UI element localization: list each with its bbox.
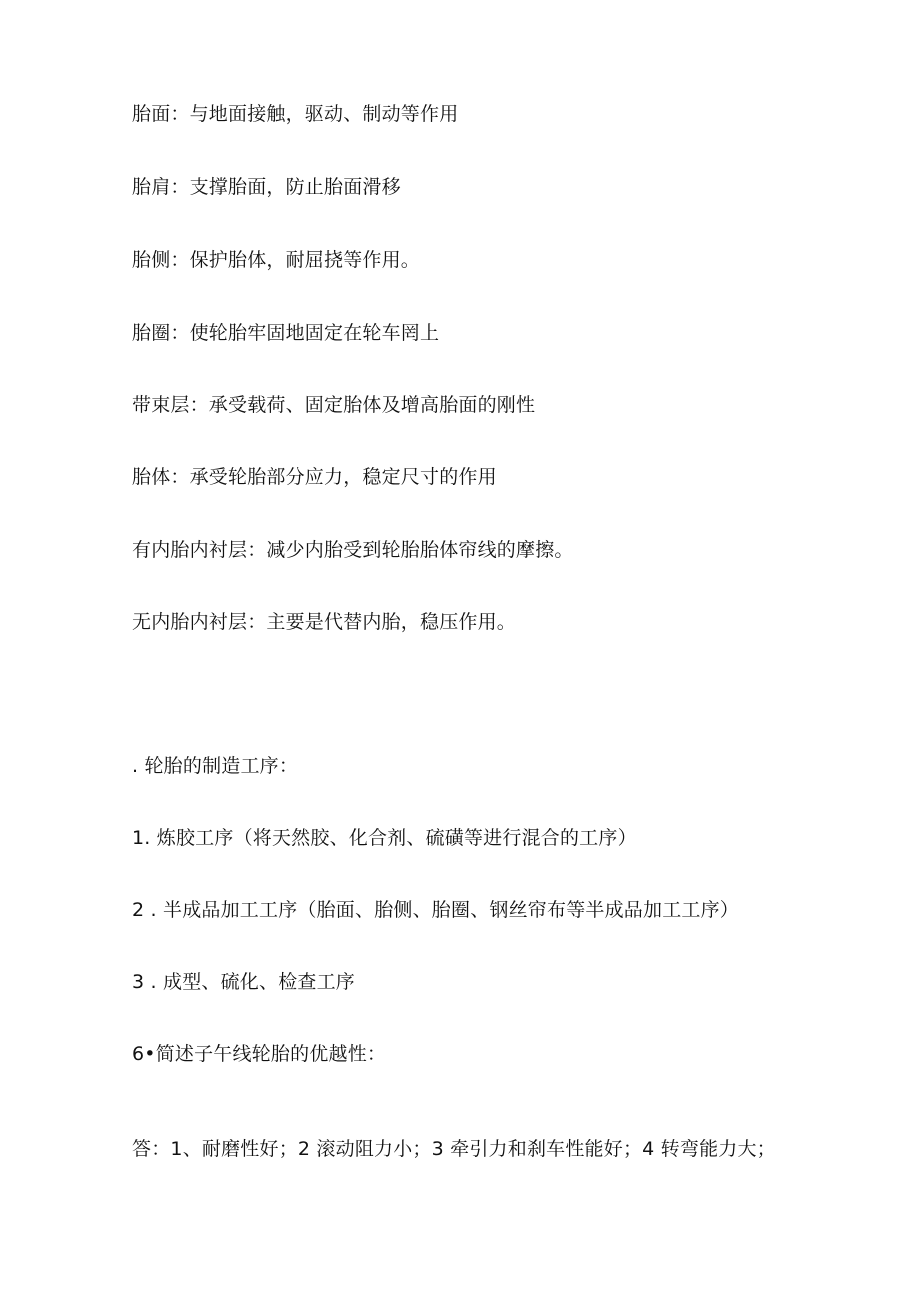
tire-part-carcass: 胎体：承受轮胎部分应力，稳定尺寸的作用 (132, 466, 497, 488)
tire-part-bead: 胎圈：使轮胎牢固地固定在轮车罔上 (132, 322, 440, 344)
tire-part-tread: 胎面：与地面接触，驱动、制动等作用 (132, 103, 459, 125)
question-answer: 答：1、耐磨性好；2 滚动阻力小；3 牵引力和刹车性能好；4 转弯能力大； (132, 1138, 776, 1160)
tire-part-sidewall: 胎侧：保护胎体，耐屈挠等作用。 (132, 249, 421, 271)
tire-part-shoulder: 胎肩：支撑胎面，防止胎面滑移 (132, 176, 401, 198)
manufacturing-step-3: 3 . 成型、硫化、检查工序 (132, 971, 356, 993)
tire-part-belt: 带束层：承受载荷、固定胎体及增高胎面的刚性 (132, 394, 536, 416)
manufacturing-step-2: 2 . 半成品加工工序（胎面、胎侧、胎圈、钢丝帘布等半成品加工工序） (132, 899, 740, 921)
manufacturing-heading: . 轮胎的制造工序： (132, 755, 299, 777)
question-title: 6•简述子午线轮胎的优越性： (132, 1043, 387, 1065)
tire-part-tube-liner: 有内胎内衬层：减少内胎受到轮胎胎体帘线的摩擦。 (132, 539, 574, 561)
tire-part-tubeless-liner: 无内胎内衬层：主要是代替内胎，稳压作用。 (132, 611, 517, 633)
manufacturing-step-1: 1. 炼胶工序（将天然胶、化合剂、硫磺等进行混合的工序） (132, 827, 637, 849)
